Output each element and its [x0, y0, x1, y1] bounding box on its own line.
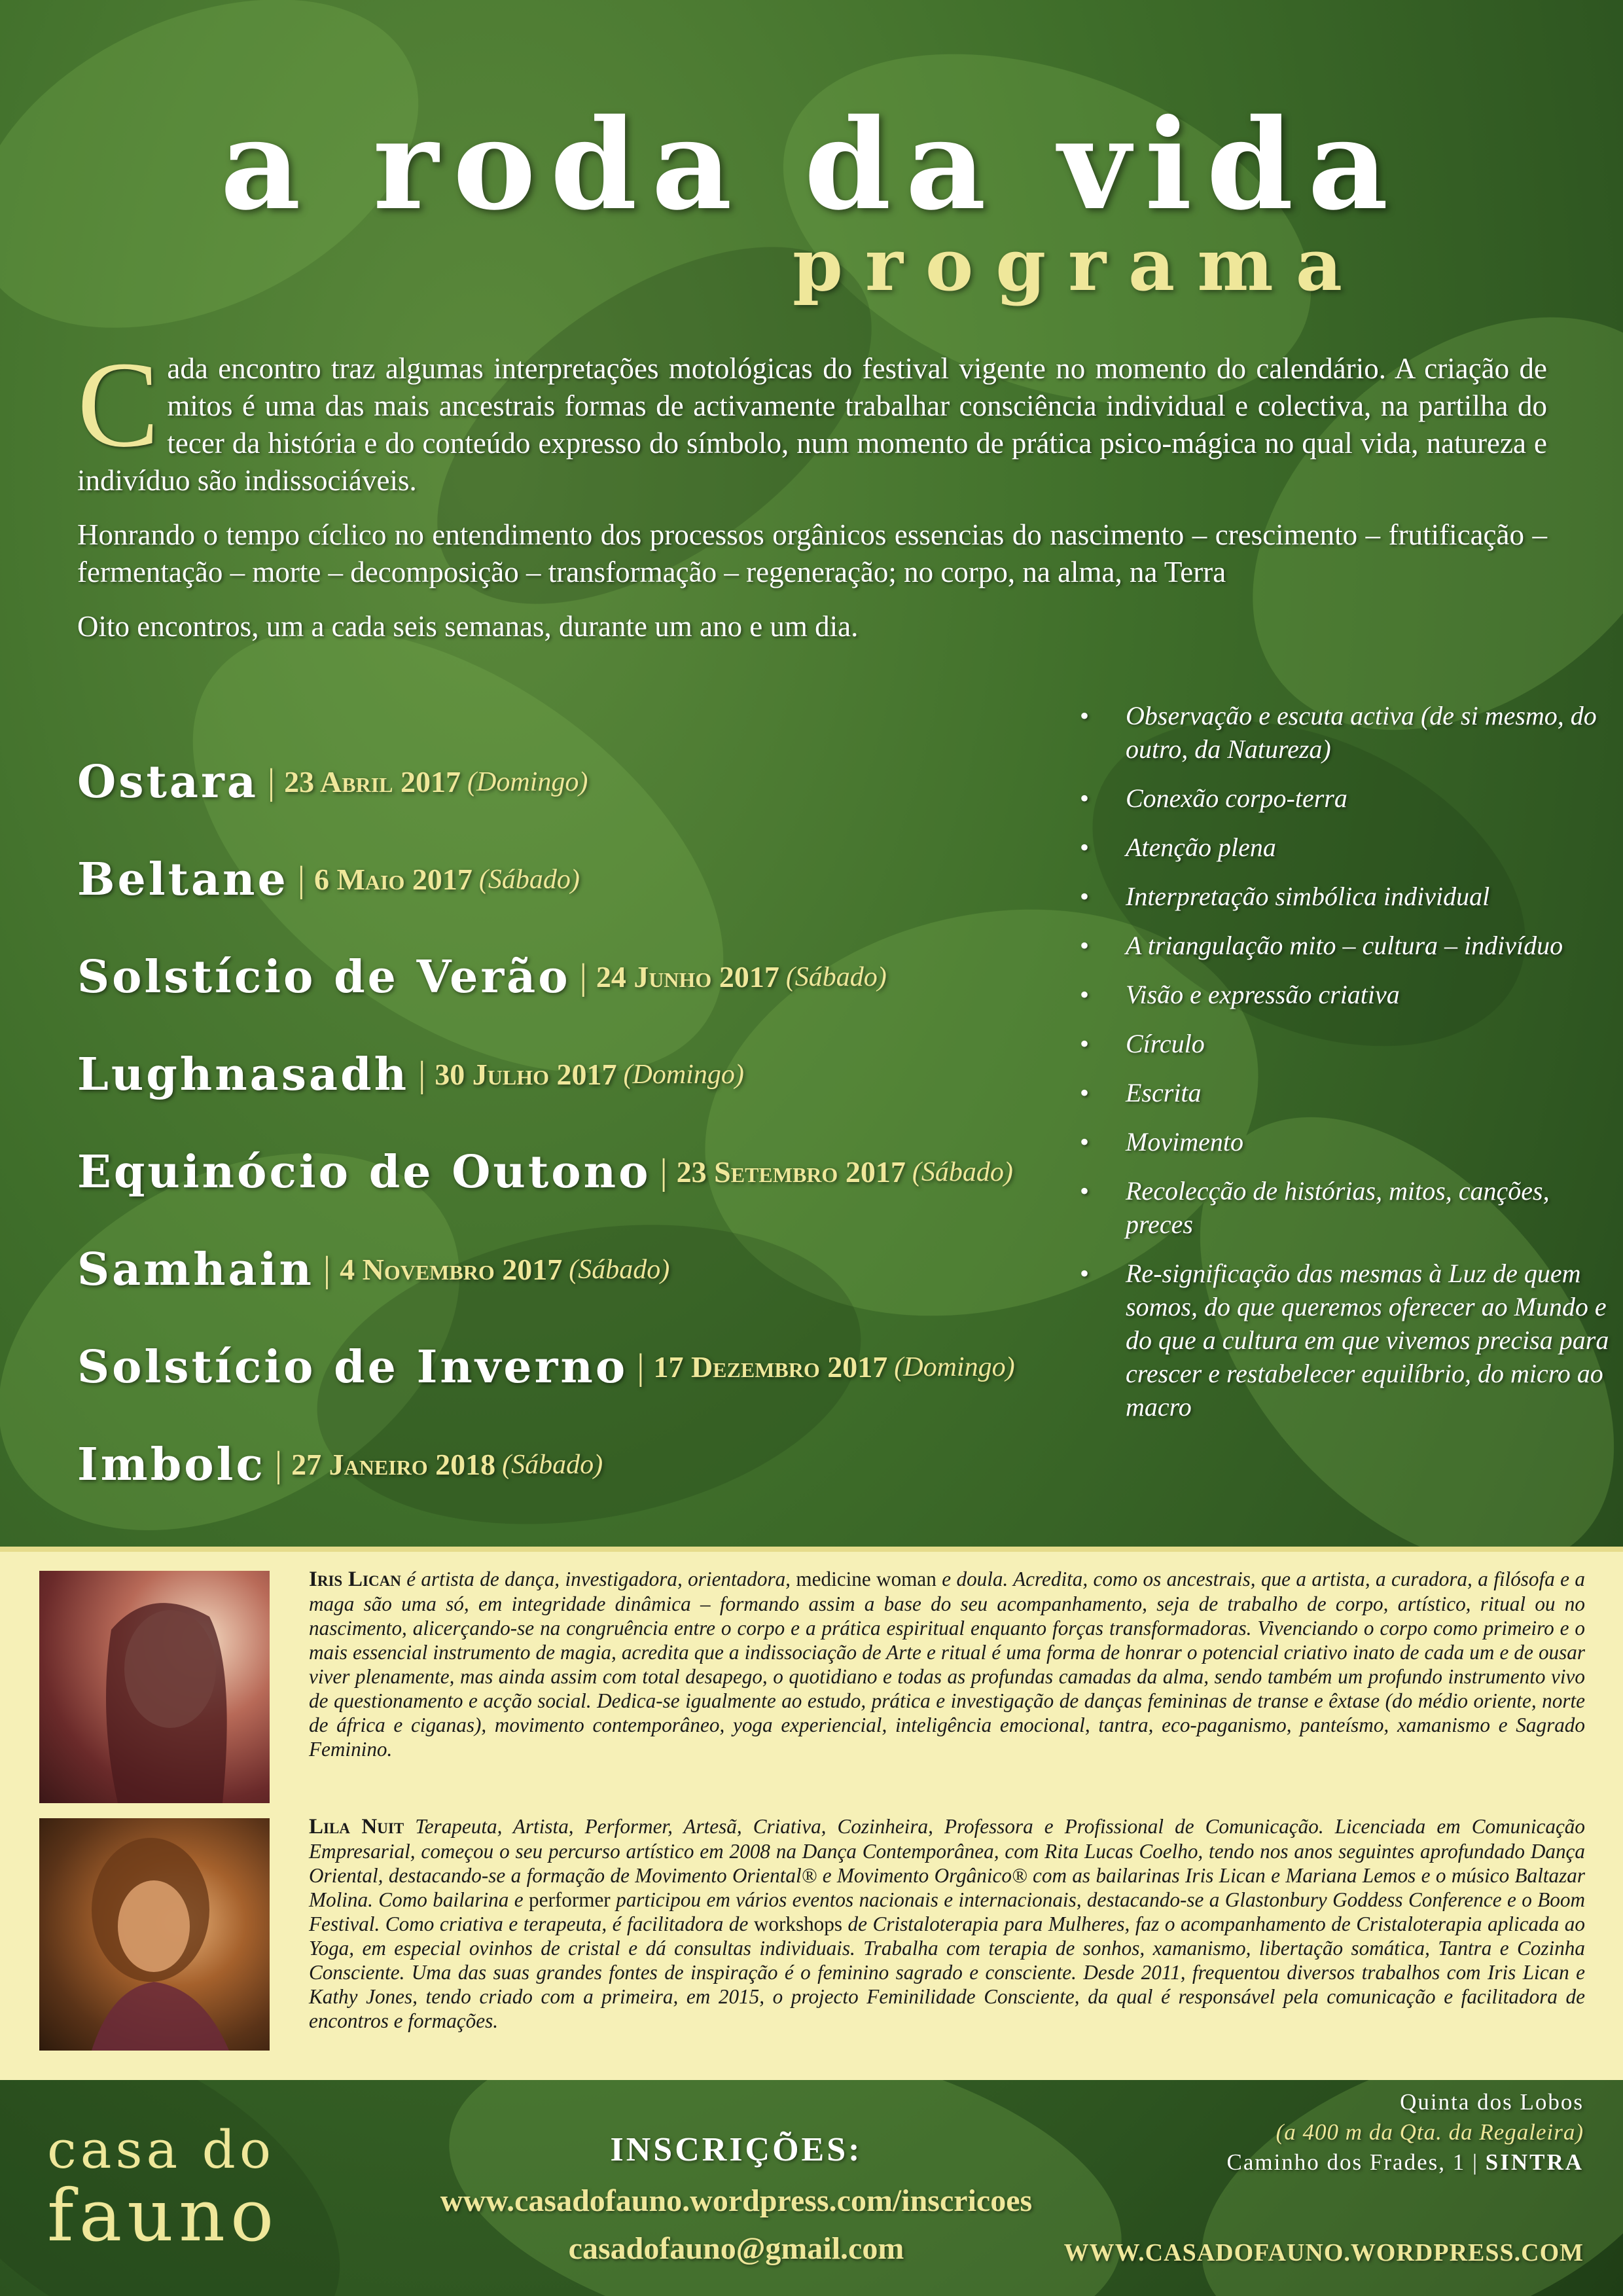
event-separator: | [637, 1346, 645, 1388]
event-separator: | [418, 1054, 426, 1095]
list-item: • Conexão corpo-terra [1126, 781, 1610, 815]
poster-title: a roda da vida [220, 92, 1403, 238]
list-item: • Observação e escuta activa (de si mesmo, do outro, da Natureza) [1126, 699, 1610, 766]
event-name: Samhain [77, 1243, 314, 1296]
bio-text: workshops [753, 1912, 843, 1935]
address-city: SINTRA [1485, 2149, 1584, 2175]
event-separator: | [267, 761, 276, 802]
event-separator: | [274, 1444, 283, 1485]
event-date: 27 Janeiro 2018 [291, 1448, 496, 1481]
bio-text: participou em vários eventos nacionais e internacionais, destacando-se a Glastonbury Goddess Conference e o Boom Festival. Como criativa e terapeuta, é facilitadora de [309, 1888, 1585, 1935]
inscricoes-heading: INSCRIÇÕES: [610, 2131, 863, 2168]
event-date: 23 Setembro 2017 [676, 1155, 906, 1189]
event-equinocio-outono [77, 1123, 1059, 1221]
intro-text [77, 336, 1547, 662]
logo-line-2: fauno [47, 2174, 279, 2257]
intro-paragraph-1-text: ada encontro traz algumas interpretações motológicas do festival vigente no momento do calendário. A criação de mitos é uma das mais ancestrais formas de activamente trabalhar consciência individual e colectiva, na partilha do tecer da história e do conteúdo expresso do símbolo, num momento de prática psico-mágica no qual vida, natureza e indivíduo são indissociáveis. [77, 352, 1547, 497]
address-street: Caminho dos Frades, 1 | [1226, 2149, 1486, 2175]
event-separator: | [297, 859, 305, 900]
list-item: • Recolecção de histórias, mitos, canções, preces [1126, 1174, 1610, 1241]
bio-text: de Cristaloterapia para Mulheres, faz o acompanhamento de Cristaloterapia aplicada ao Yoga, em especial ovinhos de cristal e dá consultas individuais. Trabalha com terapia de sonhos, xamanismo, libertação somática, Tantra e Cozinha Consciente. Uma das suas grandes fontes de inspiração é o feminino sagrado e consciente. Desde 2011, frequentou diversos trabalhos com Iris Lican e Kathy Jones, tendo criado com a primeira, em 2015, o projecto Feminilidade Consciente, da qual é responsável pela comunicação e facilitadora de encontros e formações. [309, 1912, 1585, 2032]
poster-subtitle: programa [792, 223, 1364, 307]
bio-text: e doula. Acredita, como os ancestrais, que a artista, a curadora, a filósofa e a maga são uma só, em integridade dinâmica – formando assim a base do seu acompanhamento, seja de trabalho de corpo, artístico, ritual ou no nascimento, alicerçando-se na congruência entre o corpo e a prática espiritual enquanto forças transformadoras. Vivenciando o corpo como primeiro e o mais essencial instrumento de magia, acredita que a indissociação de Arte e ritual é uma forma de honrar o potencial criativo inato de cada um e de ousar viver plenamente, mas ainda assim com total desapego, o quotidiano e todas as profundas camadas da alma, sendo também um profundo instrumento vivo de questionamento e acção social. Dedica-se igualmente ao estudo, prática e investigação de danças femininas de transe e êxtase (do médio oriente, norte de áfrica e ciganas), movimento contemporâneo, yoga experiencial, inteligência emocional, tantra, eco-paganismo, panteísmo, xamanismo e Sagrado Feminino. [309, 1568, 1585, 1761]
event-solsticio-inverno [77, 1318, 1059, 1416]
event-weekday: (Sábado) [478, 864, 580, 895]
list-item: • Movimento [1126, 1125, 1610, 1158]
portrait-illustration [39, 1818, 270, 2051]
iris-lican-photo [39, 1571, 270, 1803]
event-separator: | [660, 1151, 668, 1193]
event-date: 17 Dezembro 2017 [653, 1350, 888, 1384]
list-item: • A triangulação mito – cultura – indivíduo [1126, 929, 1610, 962]
website-link[interactable]: WWW.CASADOFAUNO.WORDPRESS.COM [1063, 2239, 1584, 2267]
event-date: 4 Novembro 2017 [340, 1253, 563, 1286]
lila-nuit-bio [309, 1814, 1585, 2033]
event-lughnasadh [77, 1026, 1059, 1123]
list-item: • Círculo [1126, 1027, 1610, 1060]
intro-paragraph-1 [77, 336, 1547, 499]
event-name: Beltane [77, 853, 289, 906]
event-weekday: (Domingo) [623, 1059, 744, 1090]
event-name: Lughnasadh [77, 1048, 410, 1101]
inscricoes-link[interactable]: www.casadofauno.wordpress.com/inscricoes [440, 2183, 1033, 2218]
event-imbolc [77, 1416, 1059, 1513]
event-solsticio-verao [77, 928, 1059, 1026]
event-ostara [77, 733, 1059, 831]
event-schedule [77, 733, 1059, 1513]
event-weekday: (Domingo) [894, 1352, 1015, 1382]
event-name: Solstício de Verão [77, 950, 571, 1003]
event-weekday: (Domingo) [467, 766, 588, 797]
address-line-3 [1060, 2148, 1584, 2177]
event-date: 30 Julho 2017 [435, 1058, 617, 1091]
portrait-illustration [39, 1571, 270, 1803]
list-item: • Atenção plena [1126, 831, 1610, 864]
event-weekday: (Sábado) [912, 1157, 1013, 1187]
event-beltane [77, 831, 1059, 928]
list-item: • Re-significação das mesmas à Luz de quem somos, do que queremos oferecer ao Mundo e do que a cultura em que vivemos precisa para crescer e restabelecer equilíbrio, do micro ao macro [1126, 1257, 1610, 1424]
iris-lican-bio [309, 1567, 1585, 1761]
intro-paragraph-2: Honrando o tempo cíclico no entendimento dos processos orgânicos essencias do nascimento – crescimento – frutificação – fermentação – morte – decomposição – transformação – regeneração; no corpo, na alma, na Terra [77, 518, 1547, 588]
drop-cap: C [77, 336, 160, 473]
bio-name: Iris Lican [309, 1568, 401, 1591]
activities-list [1080, 699, 1610, 1439]
event-weekday: (Sábado) [785, 961, 887, 992]
event-name: Solstício de Inverno [77, 1340, 628, 1393]
lila-nuit-photo [39, 1818, 270, 2051]
email-link[interactable]: casadofauno@gmail.com [568, 2231, 904, 2266]
bio-text: Terapeuta, Artista, Performer, Artesã, Criativa, Cozinheira, Professora e Profissional de Comunicação. Licenciada em Comunicação Empresarial, começou o seu percurso artístico em 2008 na Dança Contemporânea, com Rita Lucas Coelho, tendo nos anos seguintes aprofundado Dança Oriental, destacando-se a formação de Movimento Oriental® e Movimento Orgânico® com as bailarinas Iris Lican e Mariana Lemos e o músico Baltazar Molina. Como bailarina e [309, 1815, 1585, 1911]
bio-text: medicine woman [796, 1568, 936, 1590]
event-separator: | [323, 1249, 331, 1290]
address-line-2: (a 400 m da Qta. da Regaleira) [1275, 2119, 1584, 2145]
intro-paragraph-3: Oito encontros, um a cada seis semanas, durante um ano e um dia. [77, 610, 859, 643]
list-item: • Visão e expressão criativa [1126, 978, 1610, 1011]
event-date: 24 Junho 2017 [596, 960, 779, 994]
event-weekday: (Sábado) [502, 1449, 603, 1480]
bio-name: Lila Nuit [309, 1815, 404, 1839]
event-name: Equinócio de Outono [77, 1145, 651, 1198]
event-name: Ostara [77, 755, 259, 808]
event-separator: | [579, 956, 587, 997]
list-item: • Interpretação simbólica individual [1126, 880, 1610, 913]
logo-line-1: casa do [47, 2119, 276, 2180]
list-item: • Escrita [1126, 1076, 1610, 1109]
event-date: 6 Maio 2017 [313, 863, 473, 896]
address-line-1: Quinta dos Lobos [1400, 2089, 1584, 2115]
event-weekday: (Sábado) [569, 1254, 670, 1285]
event-date: 23 Abril 2017 [284, 765, 461, 798]
event-samhain [77, 1221, 1059, 1318]
bio-text: é artista de dança, investigadora, orientadora, [401, 1568, 796, 1590]
bio-text: performer [529, 1888, 611, 1911]
event-name: Imbolc [77, 1438, 266, 1491]
